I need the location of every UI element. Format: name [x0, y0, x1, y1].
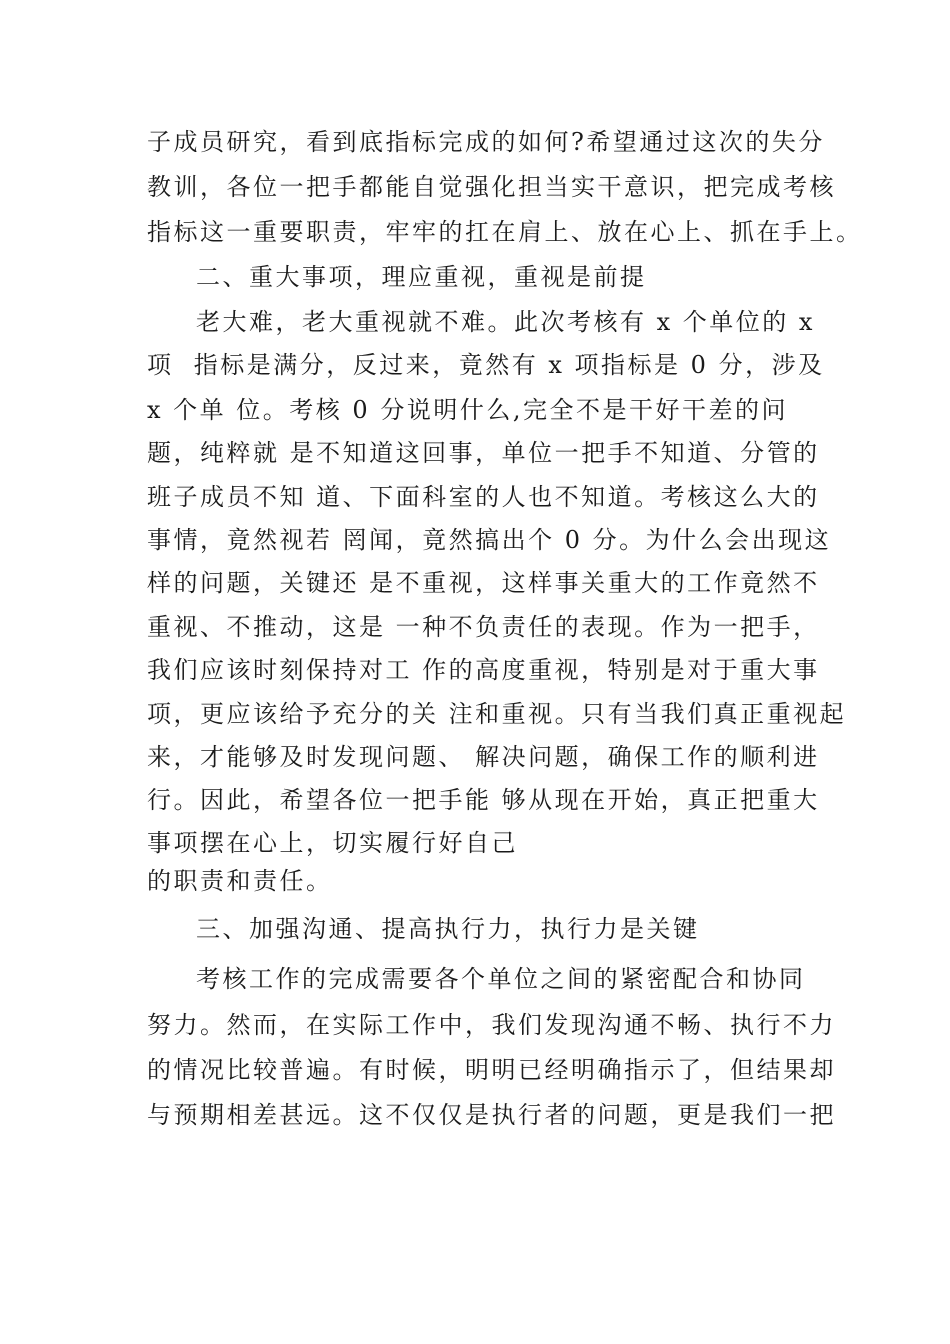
body-text-line: x 个单 位。考核 0 分说明什么,完全不是干好干差的问 [147, 396, 788, 424]
body-text-line: 老大难，老大重视就不难。此次考核有 x 个单位的 x [196, 308, 815, 336]
body-text-line: 行。因此，希望各位一把手能 够从现在开始，真正把重大 [147, 786, 820, 814]
body-text-line: 项 指标是满分，反过来，竟然有 x 项指标是 0 分，涉及 [147, 351, 825, 379]
body-text-line: 事情，竟然视若 罔闻，竟然搞出个 0 分。为什么会出现这 [147, 526, 832, 554]
body-text-line: 教训，各位一把手都能自觉强化担当实干意识，把完成考核 [147, 173, 836, 201]
body-text-line: 重视、不推动，这是 一种不负责任的表现。作为一把手， [147, 613, 820, 641]
body-text-line: 事项摆在心上，切实履行好自己 [147, 829, 518, 857]
body-text-line: 项，更应该给予充分的关 注和重视。只有当我们真正重视起 [147, 700, 847, 728]
section-heading-3: 三、加强沟通、提高执行力，执行力是关键 [196, 915, 700, 943]
body-text-line: 的情况比较普遍。有时候，明明已经明确指示了，但结果却 [147, 1056, 836, 1084]
body-text-line: 班子成员不知 道、下面科室的人也不知道。考核这么大的 [147, 483, 820, 511]
body-text-line: 与预期相差甚远。这不仅仅是执行者的问题，更是我们一把 [147, 1101, 836, 1129]
body-text-line: 考核工作的完成需要各个单位之间的紧密配合和协同 [196, 965, 806, 993]
body-text-line: 的职责和责任。 [147, 867, 333, 895]
body-text-line: 来，才能够及时发现问题、 解决问题，确保工作的顺利进 [147, 743, 820, 771]
body-text-line: 努力。然而，在实际工作中，我们发现沟通不畅、执行不力 [147, 1011, 836, 1039]
body-text-line: 指标这一重要职责，牢牢的扛在肩上、放在心上、抓在手上。 [147, 218, 863, 246]
section-heading-2: 二、重大事项，理应重视，重视是前提 [196, 263, 647, 291]
body-text-line: 子成员研究，看到底指标完成的如何?希望通过这次的失分 [147, 128, 825, 156]
body-text-line: 题，纯粹就 是不知道这回事，单位一把手不知道、分管的 [147, 439, 820, 467]
body-text-line: 样的问题，关键还 是不重视，这样事关重大的工作竟然不 [147, 569, 820, 597]
body-text-line: 我们应该时刻保持对工 作的高度重视，特别是对于重大事 [147, 656, 820, 684]
